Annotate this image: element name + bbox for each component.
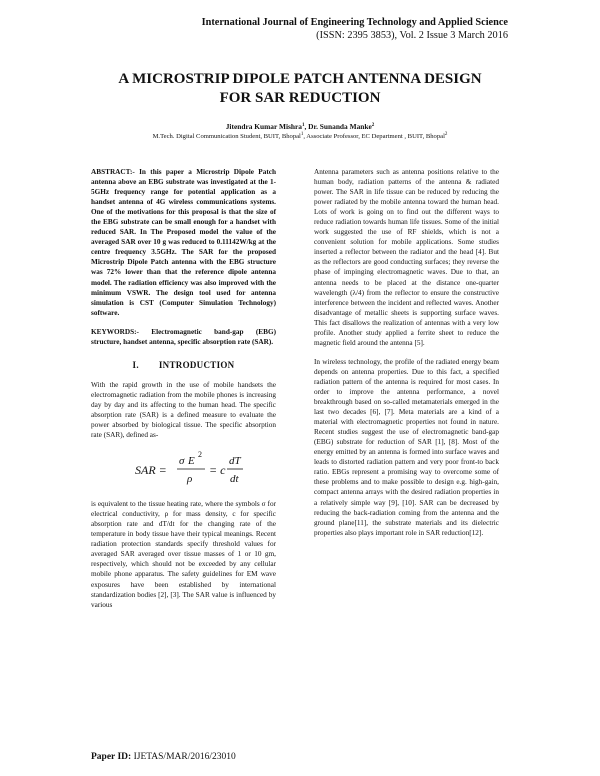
title-line-1: A MICROSTRIP DIPOLE PATCH ANTENNA DESIGN [118, 71, 482, 87]
journal-header [202, 16, 508, 42]
journal-name: International Journal of Engineering Technology and Applied Science [201, 17, 508, 28]
eq-dt: dt [230, 473, 239, 486]
paper-id-footer [91, 751, 236, 763]
sar-equation-graphic [91, 449, 276, 491]
eq-efield: E [188, 455, 195, 468]
author-2: , Dr. Sunanda Manke [304, 122, 372, 131]
issue-line: (ISSN: 2395 3853), Vol. 2 Issue 3 March 2016 [316, 30, 508, 41]
affiliation-1: M.Tech. Digital Communication Student, BUIT, Bhopal [152, 133, 301, 140]
paper-title [60, 70, 540, 108]
authors [40, 122, 560, 132]
intro-paragraph-1: With the rapid growth in the use of mobile handsets the electromagnetic radiation from the mobile phones is increasing day by day and its affecting to the human head. The specific absorption rate (SAR) is a defined measure to evaluate the power absorbed by biological tissue. The specific absorption rate (SAR), defined as- [91, 380, 276, 440]
intro-paragraph-2: is equivalent to the tissue heating rate, where the symbols σ for electrical conductivity, ρ for mass density, c for specific absorption rate and dT/dt for the changing rate of the temperature in body tissue have their typical meanings. Recent radiation protection standards specify threshold values for averaged SAR averaged over tissue masses of 1 or 10 gm, respectively, which should not be exceeded by any cellular mobile phone apparatus. The safety guidelines for EM wave exposures have been established by international standardization bodies [2], [3]. The SAR value is influenced by various [91, 500, 276, 609]
abstract: ABSTRACT:- In this paper a Microstrip Dipole Patch antenna above an EBG substrate was investigated at the 1-5GHz frequency range for potential application as a handset antenna of 4G wireless communications systems. One of the motivations for this proposal is that the size of the EBG substrate can be small enough for a handset with reduced SAR. In The Proposed model the value of the averaged SAR over 10 g was reduced to 0.11142W/kg at the centre frequency 3.5GHz. The SAR for the proposed Microstrip Dipole Patch antenna with the EBG structure was 72% lower than that the reference dipole antenna model. The radiation efficiency was also improved with the minimum VSWR. The design tool used for antenna simulation is CST (Computer Simulation Technology) software. [91, 168, 276, 317]
affiliation-2: , Associate Professor, EC Department , BUIT, Bhopal [303, 133, 445, 140]
section-title: INTRODUCTION [158, 359, 235, 370]
left-column [91, 167, 276, 619]
affiliation-1-sup: 1 [300, 132, 304, 137]
right-paragraph-1: Antenna parameters such as antenna positions relative to the human body, radiation patterns of the antenna & radiated power. The SAR in life tissue can be reduced by reducing the power radiated by the mobile antenna toward the human head. Lots of work is going on to find out the different ways to reduce radiation towards human life tissues. Some of the initial work suggested the use of RF shields, which is not a convenient solution for mobile applications. Some studies inserted a reflector between the radiator and the head [4]. But as the reflectors are good conducting surfaces; they reverse the phase of impinging electromagnetic waves. Due to that, an antenna needs to be placed at the distance one-quarter wavelength (λ/4) from the reflector to ensure the constructive interference between the incident and reflected waves. Another disadvantage of metallic sheets is supporting surface waves. This fact disallows the realization of antennas with a very low profile. Another study applied a ferrite sheet to reduce the magnetic field around the antenna [5]. [314, 168, 499, 347]
author-1-sup: 1 [301, 123, 305, 128]
author-1: Jitendra Kumar Mishra [225, 122, 302, 131]
eq-sigma: σ [179, 455, 185, 468]
title-line-2: FOR SAR REDUCTION [219, 90, 381, 106]
eq-power: 2 [198, 450, 202, 460]
right-column [314, 167, 499, 547]
eq-dT: dT [229, 455, 241, 468]
section-number: I. [132, 359, 139, 370]
affiliations [40, 132, 560, 141]
right-paragraph-2: In wireless technology, the profile of the radiated energy beam depends on antenna properties. Due to this fact, a specified radiation pattern of the antenna is required for most cases. In order to improve the antenna performance, a novel breakthrough based on so-called metamaterials emerged in the last two decades [6], [7]. Meta materials are a kind of a material with electromagnetic properties not found in nature. Recent studies suggest the use of electromagnetic band-gap (EBG) substrate for reduction of SAR [1], [8]. Most of the energy emitted by an antenna is formed into surface waves and leads to distorted radiation pattern and very poor front-to back ratio. EBGs represent a promising way to overcome some of these problems and to make possible to design e.g. high-gain, compact antenna arrays with the desired radiation properties in a relatively simple way [9], [10]. SAR can be decreased by reducing the back-radiation coming from the antenna and the ground plane[11], the substrate materials and its dielectric properties also plays important role in SAR reduction[12]. [314, 357, 499, 537]
author-2-sup: 2 [371, 123, 375, 128]
paper-id-label: Paper ID: [91, 752, 132, 762]
eq-rho: ρ [187, 473, 193, 486]
keywords: KEYWORDS:- Electromagnetic band-gap (EBG) structure, handset antenna, specific absorption rate (SAR). [91, 327, 276, 346]
sar-equation [91, 449, 276, 491]
eq-equals-c: = c [209, 463, 226, 478]
section-heading-introduction [91, 360, 276, 370]
paper-id-value: IJETAS/MAR/2016/23010 [133, 752, 236, 762]
eq-lhs: SAR = [135, 463, 167, 478]
affiliation-2-sup: 2 [444, 132, 448, 137]
